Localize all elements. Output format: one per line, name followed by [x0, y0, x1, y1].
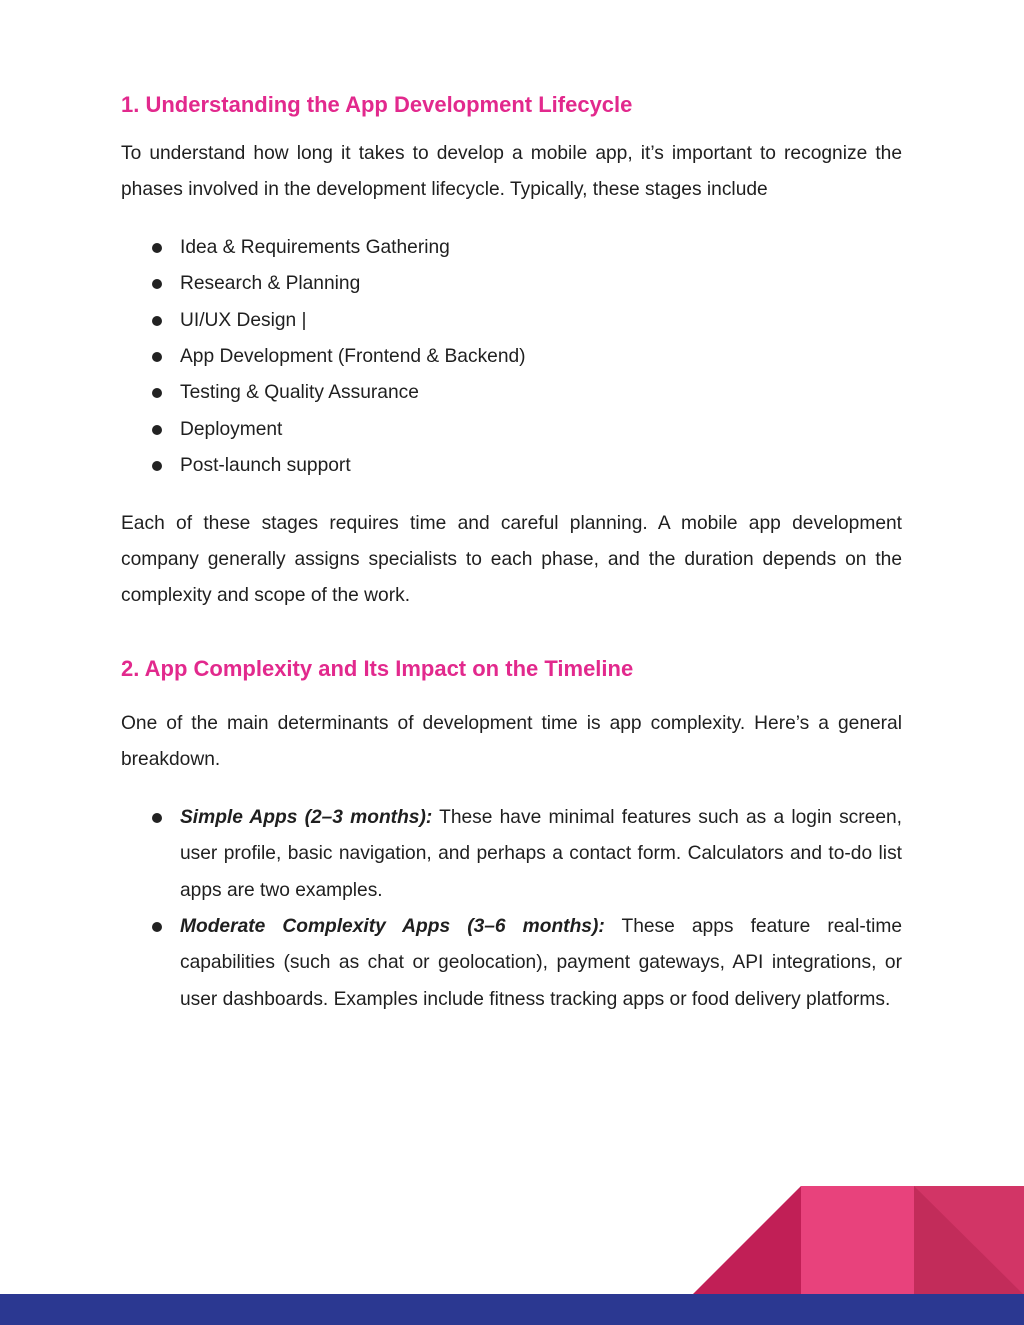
section-2-heading: 2. App Complexity and Its Impact on the Timeline: [121, 655, 634, 681]
section-1-intro: To understand how long it takes to develop a mobile app, it’s important to recognize the phases involved in the development lifecycle. Typically, these stages include: [121, 143, 902, 201]
section-2-intro: One of the main determinants of development time is app complexity. Here’s a general breakdown.: [121, 712, 902, 771]
list-item: [121, 303, 902, 339]
list-item: [121, 412, 902, 448]
list-item: [121, 230, 902, 266]
list-item-text: UI/UX Design |: [180, 309, 307, 331]
footer-dark-triangle: [692, 1186, 801, 1295]
list-item: [121, 909, 902, 1018]
bullet-icon: [152, 922, 162, 932]
list-item: [121, 448, 902, 484]
bullet-icon: [152, 279, 162, 289]
list-item: [121, 800, 902, 909]
list-item-text: Research & Planning: [180, 273, 361, 295]
list-item: [121, 375, 902, 411]
bullet-icon: [152, 813, 162, 823]
list-item-text: Post-launch support: [180, 455, 351, 477]
complexity-description: These have minimal features such as a login screen, user profile, basic navigation, and perhaps a contact form. Calculators and to-do list apps are two examples.: [180, 806, 902, 901]
section-1-closing: Each of these stages requires time and careful planning. A mobile app development company generally assigns specialists to each phase, and the duration depends on the complexity and scope of the work.: [121, 512, 902, 607]
list-item-text: App Development (Frontend & Backend): [180, 346, 526, 368]
page-content: [121, 89, 902, 1018]
bullet-icon: [152, 316, 162, 326]
list-item-text: Idea & Requirements Gathering: [180, 236, 450, 258]
list-item-text: Deployment: [180, 418, 283, 440]
bullet-icon: [152, 388, 162, 398]
footer-bar: [0, 1294, 1024, 1325]
list-item-text: Testing & Quality Assurance: [180, 382, 419, 404]
complexity-description: These apps feature real-time capabilities (such as chat or geolocation), payment gateways, API integrations, or user dashboards. Examples include fitness tracking apps or food delivery platforms.: [180, 915, 903, 1010]
list-item: [121, 339, 902, 375]
footer-shade-triangle: [914, 1186, 1024, 1295]
bullet-icon: [152, 425, 162, 435]
section-1-heading: 1. Understanding the App Development Lifecycle: [121, 92, 633, 117]
bullet-icon: [152, 461, 162, 471]
footer-light-block: [914, 1186, 1024, 1295]
complexity-term: Moderate Complexity Apps (3–6 months):: [180, 915, 605, 937]
complexity-term: Simple Apps (2–3 months):: [180, 806, 433, 828]
bullet-icon: [152, 352, 162, 362]
bullet-icon: [152, 243, 162, 253]
lifecycle-stages-list: [121, 230, 902, 485]
list-item: [121, 266, 902, 302]
footer-pink-block: [801, 1186, 914, 1295]
complexity-list: [121, 800, 902, 1018]
